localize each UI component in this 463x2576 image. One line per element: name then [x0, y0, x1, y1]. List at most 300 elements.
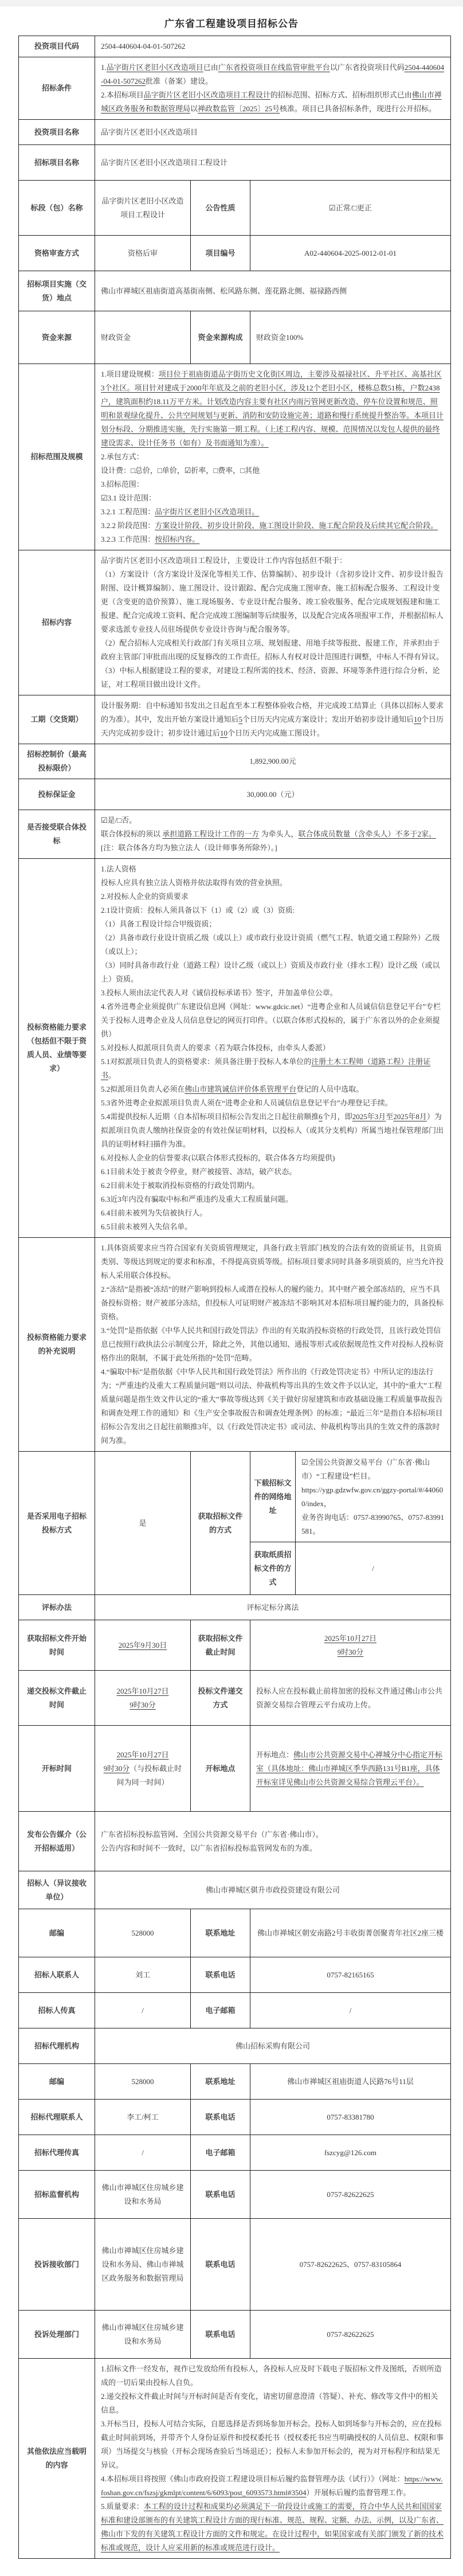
text-segment: 按招标内容。 [155, 535, 200, 544]
paragraph [101, 450, 445, 464]
row-label-tender-agency: 招标代理机构 [19, 2028, 95, 2064]
text-segment: 李工/柯工 [127, 2112, 159, 2121]
row-label-bid-opening: 开标时间 [19, 1726, 95, 1812]
value2-bid-opening [250, 1726, 451, 1812]
row-label-agency-contact: 招标代理联系人 [19, 2100, 95, 2135]
text-segment: 是 [139, 1518, 147, 1527]
text-segment: （与投标截止时间为同一时间） [116, 1764, 182, 1787]
text-segment: 1.法人资格 [101, 865, 136, 873]
text-segment: 2504-440604-04-01-507262 [101, 63, 445, 85]
text-segment: 核准。项目已具备招标条件，现进行公开招标。 [280, 104, 437, 113]
row-label2-tenderer-fax: 电子邮箱 [191, 1993, 250, 2028]
paragraph [101, 1220, 445, 1234]
table-row-construction-period [19, 695, 451, 744]
text-segment: 刘工 [135, 1970, 150, 1979]
table-row-funding-source [19, 311, 451, 364]
text-segment: 3.开标当日，投标人可结合实际，自愿选择是否到场参加开标会。投标人如到场参与开标会的，应在投标截止时间前到场，并带齐个人身份证原件和授权委托书（授权委托书应当明确授权的人员信息、权限和事项）当场提交与核验（开标会现场查验后当场退还）；投标人未参加开标会的，视为对开标程序和结果无异议。 [101, 2419, 444, 2469]
text-segment: 佛山市禅城区祖庙街道高基街南侧、松风路东侧、莲花路北侧、福禄路西侧 [101, 286, 347, 295]
value1-electronic-bidding [95, 1452, 191, 1595]
paragraph [101, 156, 445, 170]
text-segment: 528000 [131, 2077, 154, 2086]
text-segment: 已由 [203, 63, 218, 72]
paragraph [101, 814, 445, 827]
text-segment: 财政资金100% [256, 333, 304, 342]
text-segment: 3.2.1 工程范围： [101, 507, 155, 516]
text-segment: / [372, 1563, 374, 1573]
text-segment: 设计服务期：自中标通知书发出之日起直至本工程整体验收合格，并完成竣工结算止（具体以招标人要求的为准）。其中，发出开始方案设计通知后 [101, 701, 444, 724]
paragraph [101, 1883, 445, 1897]
text-segment: 3.投标人须由法定代表人对《诚信投标承诺书》签字，并加盖单位公章。 [101, 988, 338, 997]
table-row-tender-scope-and-scale [19, 364, 451, 550]
page-title: 广东省工程建设项目招标公告 [164, 18, 299, 29]
text-segment: 品字街片区老旧小区改造项目工程设计，主要设计工作内容包括但不限于： [101, 556, 347, 565]
text-segment: 4.“骗取中标”是指依据《中华人民共和国行政处罚法》所作出的《行政处罚决定书》中所认定的违法行为；“严重违约及重大工程质量问题”则以司法、仲裁机构等出具的生效文件予以认定，其中的“重大”工程质量问题是指生效文件认定的“重大”事故等级达到《关于做好房屋建筑和市政基础设施工程质量事故报告和调查处理工作的通知》和《生产安全事故报告和调查处理条例》的标准；“最近三年”是指自本招标项目招标公告发出之日起往前顺推3年，以《行政处罚决定书》或司法、仲裁机构等出具的生效文件的落款时间为准。 [101, 1367, 443, 1445]
paragraph [101, 1748, 185, 1762]
paragraph [256, 331, 445, 345]
paragraph [101, 40, 445, 53]
announcement-table [18, 36, 451, 2559]
table-row-bid-security [19, 779, 451, 810]
value2-bid-submission-deadline [250, 1671, 451, 1726]
value-bidder-qualification-requirements [95, 859, 451, 1238]
text-segment: [注：联合体各方均为独立法人（设计师事务所除外）。] [101, 843, 277, 852]
text-segment: 1,892,900.00元 [249, 757, 296, 765]
row-label-consortium-bidding: 是否接受联合体投标 [19, 810, 95, 859]
paragraph [101, 491, 445, 505]
value1-agency-contact [95, 2100, 191, 2135]
value1-agency-fax [95, 2135, 191, 2171]
text-segment: 2.本招标项目 [101, 91, 144, 99]
row-label2-agency-contact: 联系电话 [191, 2100, 250, 2135]
text-segment: / [142, 2148, 144, 2157]
text-segment: 个日历天内完成方案设计；发出开始初步设计通知后 [242, 715, 414, 724]
table-row-investment-project-code [19, 36, 451, 57]
paragraph [101, 1639, 185, 1652]
announcement-table-body [19, 36, 451, 2559]
value2-agency-fax [250, 2135, 451, 2171]
table-row-supervision-agency [19, 2171, 451, 2219]
paragraph [101, 1516, 185, 1530]
text-segment: 佛山市建筑诚信评价体系管理平台 [185, 1085, 297, 1093]
paragraph [256, 2075, 445, 2089]
paragraph [101, 986, 445, 1000]
paragraph [256, 201, 445, 215]
paragraph [101, 827, 445, 841]
table-row-investment-project-name [19, 120, 451, 145]
text-segment: 6.1目前未处于被责令停业，财产被接管、冻结，破产状态。 [101, 1167, 297, 1176]
table-row-tenderer-postcode [19, 1909, 451, 1957]
row-label-funding-source: 资金来源 [19, 311, 95, 364]
paragraph [101, 931, 445, 959]
paragraph [101, 1324, 445, 1365]
paragraph [101, 2181, 185, 2208]
paragraph [101, 1698, 185, 1712]
paragraph [101, 1151, 445, 1165]
text-segment: 个日历天内完成初步设计；初步设计通过后 [101, 715, 444, 737]
value-tender-content [95, 550, 451, 695]
row-label2-qualification-review-method: 项目编号 [191, 236, 250, 271]
paragraph [101, 2110, 185, 2124]
paragraph [256, 2110, 445, 2124]
text-segment: ☑是/□否。 [101, 816, 137, 824]
text-segment: 至 [386, 1112, 394, 1121]
text-segment: 5.1对拟派项目负责人的资格要求：须具备注册于投标人本单位的 [101, 1057, 312, 1066]
paragraph [101, 788, 445, 802]
table-row-tender-content [19, 550, 451, 695]
row-label-document-obtain-time: 获取招标文件开始时间 [19, 1620, 95, 1671]
row-label2-agency-postcode: 联系地址 [191, 2064, 250, 2100]
text-segment: 10 [414, 715, 422, 724]
text-segment: 5 [238, 715, 243, 724]
sub-value-paper-documents [296, 1542, 451, 1595]
text-segment: 品字街片区老旧小区改造项目。 [155, 507, 260, 516]
paragraph [101, 478, 445, 491]
paragraph [101, 959, 445, 986]
value1-supervision-agency [95, 2171, 191, 2219]
value2-tenderer-contact [250, 1957, 451, 1993]
paragraph [256, 2328, 445, 2342]
value-qualification-supplementary-notes [95, 1238, 451, 1452]
paragraph [101, 1206, 445, 1220]
value-investment-project-name [95, 120, 451, 145]
text-segment: 4.本招标项目将按照《佛山市政府投资工程建设项目标后履约监督管理办法（试行）》（网址： [101, 2475, 405, 2483]
text-segment: 6 [319, 1112, 323, 1121]
text-segment: 3.2.2 阶段范围： [101, 521, 155, 530]
text-segment: 2504-440604-04-01-507262 [101, 42, 186, 50]
text-segment: 5.4需提供投标人近期（自本招标项目招标公告发出之日起往前顺推 [101, 1112, 319, 1121]
text-segment: 2025年8月 [393, 1112, 427, 1121]
value-evaluation-method [95, 1595, 451, 1620]
value2-agency-postcode [250, 2064, 451, 2100]
text-segment: 5.2拟派项目负责人必须在 [101, 1085, 185, 1093]
text-segment: 公告内容和时间不一致时，以广东省招标投标监管网发布的为准。 [101, 1843, 317, 1852]
text-segment: 0757-82622625 [327, 2190, 374, 2199]
table-row-electronic-bidding [19, 1452, 451, 1542]
paragraph [256, 1632, 445, 1645]
paragraph [101, 2390, 445, 2417]
paragraph [101, 2039, 445, 2053]
row-label2-electronic-bidding: 获取招标文件的方式 [191, 1452, 250, 1595]
text-segment: 禅政数监管〔2025〕25号 [198, 104, 280, 113]
text-segment: （1）方案设计（含方案设计及深化等相关工作、估算编制）、初步设计（含初步设计文件、初步设计报告附图、设计概算编制）、施工图设计、设计跟踪、配合完成施工图审查、施工招标配合服务、工程设计变更（含变更的造价预算）、施工现场服务、专业设计配合服务、竣工验收服务、配合完成规划报建和施工报建、配合完成竣工资料、配合完成竣工图编制等后续服务，以及配合完成各项报审工作，并根据招标人要求选派专业技人员驻场提供专业设计咨询与配合服务等。 [101, 570, 444, 634]
paragraph [101, 505, 445, 519]
table-row-consortium-bidding [19, 810, 451, 859]
paragraph [101, 2362, 445, 2390]
paragraph [101, 1165, 445, 1179]
text-segment: 0757-82622625、0757-83105864 [299, 2260, 402, 2269]
paragraph [101, 1179, 445, 1193]
text-segment: 投标人应具有独立法人资格并依法取得有效的营业执照。 [101, 878, 288, 887]
paragraph [101, 2004, 185, 2018]
paragraph [101, 2472, 445, 2500]
table-row-bidder-qualification-requirements [19, 859, 451, 1238]
paragraph [101, 699, 445, 740]
value1-qualification-review-method [95, 236, 191, 271]
paragraph [101, 464, 445, 478]
paragraph [101, 1842, 445, 1855]
table-row-agency-postcode [19, 2064, 451, 2100]
text-segment: 1.招标文件一经发布，视作已发放给所有投标人，各投标人应及时下载电子版招标文件及图纸，否则所造成的一切后果由投标人自负。 [101, 2364, 442, 2387]
paragraph [101, 194, 185, 222]
text-segment: 6.对投标人企业的信誉要求(以联合体形式投标的，联合体各方均须提供) [101, 1154, 335, 1162]
table-row-qualification-review-method [19, 236, 451, 271]
row-label2-funding-source: 资金来源构成 [191, 311, 250, 364]
paragraph [256, 247, 445, 260]
row-label-qualification-review-method: 资格审查方式 [19, 236, 95, 271]
text-segment: https://www.foshan.gov.cn/fszsj/gkmlpt/content/6/6093/post_6093573.html#3504 [101, 2475, 443, 2497]
text-segment: （3）同时具备市政行业（道路工程）设计乙级（或以上）资质及市政行业（排水工程）设计乙级（或以上）资质。 [101, 961, 440, 983]
paragraph [101, 1926, 185, 1940]
row-label-investment-project-name: 投资项目名称 [19, 120, 95, 145]
value-tender-control-price [95, 744, 451, 779]
row-label2-agency-fax: 电子邮箱 [191, 2135, 250, 2171]
paragraph [256, 2146, 445, 2160]
text-segment: 6.5目前未被列入失信名单。 [101, 1222, 193, 1231]
text-segment: ☑3.1 设计范围： [101, 494, 156, 502]
table-row-agency-fax [19, 2135, 451, 2171]
paragraph [301, 1456, 445, 1483]
table-row-tender-agency [19, 2028, 451, 2064]
value1-complaint-handling [95, 2311, 191, 2359]
table-row-section-package-name [19, 181, 451, 236]
paragraph [101, 1283, 445, 1324]
paragraph [256, 1748, 445, 1789]
text-segment: 资格后审 [127, 248, 158, 257]
text-segment: 以广东省投资项目代码 [329, 63, 405, 72]
paragraph [101, 2321, 185, 2348]
text-segment: 佛山招标采购有限公司 [236, 2041, 311, 2050]
paragraph [101, 61, 445, 88]
text-segment: 方案设计阶段、初步设计阶段、施工图设计阶段、施工配合阶段及后续其它配合阶段。 [155, 521, 438, 530]
value2-funding-source [250, 311, 451, 364]
paragraph [301, 1511, 445, 1538]
row-label-tenderer: 招标人（异议接收单位） [19, 1871, 95, 1909]
text-segment: 2025年10月27日 [116, 1686, 169, 1695]
value1-bid-submission-deadline [95, 1671, 191, 1726]
value2-document-obtain-time [250, 1620, 451, 1671]
text-segment: 佛山市禅城区住房城乡建设和水务局、佛山市禅城区政务服务和数据管理局 [101, 2246, 184, 2282]
paragraph [101, 1110, 445, 1151]
text-segment: 3.招标范围： [101, 480, 144, 488]
value-consortium-bidding [95, 810, 451, 859]
paragraph [101, 88, 445, 116]
paragraph [256, 1645, 445, 1659]
text-segment: 佛山市禅城区祖庙街道人民路76号11层 [287, 2077, 414, 2086]
text-segment: 财政资金 [101, 333, 131, 342]
value1-complaint-receiving [95, 2219, 191, 2311]
text-segment: 3.2.3 工作范围： [101, 535, 155, 544]
paragraph [101, 284, 445, 298]
paragraph [256, 1684, 445, 1712]
text-segment: 联合体成员数量（含牵头人）不多于2家。 [298, 830, 437, 838]
paragraph [101, 2417, 445, 2472]
table-row-tender-project-name [19, 145, 451, 181]
text-segment: 2.1设计资质：投标人须具备以下（1）或（2）或（3）资质: [101, 906, 295, 914]
text-segment: ☑正常/□更正 [328, 203, 372, 212]
text-segment: 6.4目前未被列为失信被执行人。 [101, 1209, 207, 1217]
value1-bid-opening [95, 1726, 191, 1812]
text-segment: 设计费：□总价，□单价，☑折率，□费率，□其他 [101, 466, 260, 475]
row-label2-complaint-receiving: 联系电话 [191, 2219, 250, 2311]
paragraph [301, 1483, 445, 1511]
value-bid-security [95, 779, 451, 810]
row-label2-tenderer-contact: 联系电话 [191, 1957, 250, 1993]
table-row-tenderer [19, 1871, 451, 1909]
paragraph [101, 755, 445, 768]
text-segment: 1.具体资质要求应当符合国家有关资质管理规定，具备行政主管部门核发的合法有效的资质证书，且资质类别、等级达到规定的要求和标准，不得提高资质等级。招标项目要求同时具备多项资质的，应当允许投标人采用联合体投标。 [101, 1244, 444, 1280]
paragraph [101, 1684, 185, 1698]
paragraph [101, 2075, 185, 2089]
value1-tenderer-contact [95, 1957, 191, 1993]
text-segment: 3.“处罚”是指依据《中华人民共和国行政处罚法》作出的有关取消投标资格的行政处罚，且该行政处罚信息已按照行政执法公示制度公开，除此之外，其他以通知、通报等形式或依据规范性文件对投标人投标资格作出的限制，不属于此处所指的“处罚”范畴。 [101, 1326, 444, 1362]
row-label-qualification-supplementary-notes: 投标资格能力要求的补充说明 [19, 1238, 95, 1452]
paragraph [101, 1828, 445, 1842]
paragraph [101, 554, 445, 568]
text-segment: 登记的人员中选取。 [296, 1085, 364, 1093]
text-segment: 0757-82165165 [327, 1970, 374, 1979]
text-segment: 品字街片区老旧小区改造项目工程设计 [101, 196, 184, 219]
text-segment: 528000 [131, 1928, 154, 1937]
paragraph [101, 890, 445, 904]
text-segment: 品字街片区老旧小区改造项目 [101, 127, 198, 136]
row-label-tender-content: 招标内容 [19, 550, 95, 695]
paragraph [101, 2500, 445, 2555]
value-tender-scope-and-scale [95, 364, 451, 550]
paragraph [101, 2244, 185, 2285]
paragraph [101, 876, 445, 890]
text-segment: 佛山市公共资源交易中心禅城分中心指定开标室（具体地址：佛山市禅城区季华西路131号B1座，具体开标室详见佛山市公共资源交易综合管理云平台）。 [256, 1750, 443, 1787]
paragraph [101, 331, 185, 345]
row-label-project-location: 招标项目实施（交货）地点 [19, 271, 95, 311]
row-label-tender-scope-and-scale: 招标范围及规模 [19, 364, 95, 550]
text-segment: 广东省投资项目在线监管审批平台 [218, 63, 330, 72]
row-label-agency-fax: 招标代理传真 [19, 2135, 95, 2171]
value2-qualification-review-method [250, 236, 451, 271]
row-label-announcement-media: 发布公告媒介（公开招标适用） [19, 1812, 95, 1871]
value2-agency-contact [250, 2100, 451, 2135]
text-segment: 9时30分 [337, 1647, 364, 1656]
text-segment: 佛山市禅城区住房城乡建设和水务局 [101, 2183, 184, 2206]
value2-tenderer-fax [250, 1993, 451, 2028]
text-segment: 6.3近3年内没有骗取中标和严重违约及重大工程质量问题。 [101, 1195, 293, 1203]
value2-tenderer-postcode [250, 1909, 451, 1957]
table-row-tender-control-price [19, 744, 451, 779]
row-label-investment-project-code: 投资项目代码 [19, 36, 95, 57]
sub-label-download-address: 下载招标文件的网络地址 [250, 1452, 296, 1542]
text-segment: 9时30分 [103, 1764, 130, 1773]
table-row-agency-contact [19, 2100, 451, 2135]
row-label-tender-project-name: 招标项目名称 [19, 145, 95, 181]
table-row-project-location [19, 271, 451, 311]
row-label-bid-security: 投标保证金 [19, 779, 95, 810]
paragraph [101, 126, 445, 139]
row-label2-supervision-agency: 联系电话 [191, 2171, 250, 2219]
table-row-tender-conditions [19, 57, 451, 120]
value1-document-obtain-time [95, 1620, 191, 1671]
table-row-qualification-supplementary-notes [19, 1238, 451, 1452]
text-segment: ☑全国公共资源交易平台（广东省·佛山市）“工程建设”栏目。 [301, 1457, 430, 1480]
text-segment: 以 [190, 104, 198, 113]
paragraph [101, 1762, 185, 1789]
text-segment: 承担道路工程设计工作的一方 [162, 830, 260, 838]
paragraph [101, 1055, 445, 1082]
row-label2-complaint-handling: 联系电话 [191, 2311, 250, 2359]
paragraph [101, 917, 445, 931]
table-row-evaluation-method [19, 1595, 451, 1620]
table-row-tenderer-fax [19, 1993, 451, 2028]
value1-tenderer-fax [95, 1993, 191, 2028]
text-segment: 品字街片区老旧小区改造项目 [106, 63, 203, 72]
text-segment: 2.递交投标文件截止时间与开标时间是否有变化，请密切留意澄清（答疑）、补充、修改等文件中的相关信息。 [101, 2392, 438, 2414]
text-segment: ）开展标后履约监督管理工作。 [306, 2488, 411, 2497]
text-segment: 开标地点： [256, 1750, 294, 1759]
row-label-section-package-name: 标段（包）名称 [19, 181, 95, 236]
text-segment: fszcyg@126.com [324, 2148, 377, 2157]
paragraph [101, 1968, 185, 1982]
table-row-announcement-media [19, 1812, 451, 1871]
text-segment: 本工程的设计过程和成果均必须满足下一阶段设计或施工的需要，符合中华人民共和国国家标准和建设部颁布的有关建筑工程设计方面的现行标准、规范、规程、定额、办法、示例，以及广东省、佛山市下发的有关建筑工程设计方面的文件和规定。在设计过程中，如果国家或有关部门颁发了新的技术标准或规范，设计人应采用新的标准或规范进行设计。 [101, 2502, 444, 2552]
text-segment: 0757-82622625 [327, 2329, 374, 2339]
value2-complaint-handling [250, 2311, 451, 2359]
text-segment: （1）具备工程设计综合甲级资质； [101, 920, 217, 928]
text-segment: （2）配合招标人完成相关行政部门有关项目立项、规划报建、用地手续等报批、报建工作，并承担由于政府主管部门审批而出现的反复修改的工作责任。招标人有权对设计范围进行调整，中标人不得有异议。 [101, 639, 444, 661]
text-segment: A02-440604-2025-0012-01-01 [304, 248, 397, 257]
text-segment: / [349, 2006, 352, 2015]
sub-label-paper-documents: 获取纸质招标文件的方式 [250, 1542, 296, 1595]
text-segment: 评标定标分离法 [246, 1602, 299, 1612]
sub-value-download-address [296, 1452, 451, 1542]
table-row-bid-submission-deadline [19, 1671, 451, 1726]
text-segment: 2025年9月30日 [118, 1640, 167, 1649]
text-segment: 个月，即 [322, 1112, 352, 1121]
text-segment: 0757-83381780 [327, 2112, 374, 2121]
text-segment: / [142, 2006, 144, 2015]
paragraph [256, 2004, 445, 2018]
paragraph [101, 568, 445, 636]
text-segment: （3）中标人根据建设工程的要求，对建设工程所需的技术、经济、资源、环境等条件进行综合分析、论证，对工程项目做出设计文件。 [101, 666, 440, 689]
text-segment: 项目位于祖庙街道品字街历史文化街区周边，主要涉及福禄社区、升平社区、高基社区3个社区。项目针对建成于2000年年底及之前的老旧小区，涉及12个老旧小区，楼栋总数51栋，户数2438户，建筑面积约18.11万平方米。计划改造内容主要有社区内雨污管网更新改造、停车位设置和规范、照明和景观绿化提升、公共空间规划与更新、消防和安防设施完善；道路和慢行系统提升整治等。本项目计划分标段、分期推进实施，先行实施第一期工程。（上述工程内容、规模、范围情况以发包人提供的最终建设需求、设计任务书（如有）及书面通知为准）。 [101, 370, 444, 447]
text-segment: 2025年3月 [352, 1112, 386, 1121]
value1-funding-source [95, 311, 191, 364]
value1-agency-postcode [95, 2064, 191, 2100]
text-segment: 佛山市禅城区骐升市政投资建设有限公司 [206, 1885, 340, 1894]
text-segment: 的招标范围、招标方式、招标组织形式已由 [270, 91, 412, 99]
row-label-complaint-handling: 投诉处理部门 [19, 2311, 95, 2359]
text-segment: 个日历天内完成施工图设计。 [227, 729, 325, 737]
text-segment: 为牵头人， [259, 830, 299, 838]
paragraph [101, 1241, 445, 1283]
row-label-construction-period: 工期（交货期） [19, 695, 95, 744]
paragraph [101, 904, 445, 917]
paragraph [101, 841, 445, 855]
text-segment: 30,000.00（元） [246, 789, 299, 799]
text-segment: 2.对投标人企业的资质要求 [101, 892, 189, 901]
row-label-evaluation-method: 评标办法 [19, 1595, 95, 1620]
row-label-supervision-agency: 招标监督机构 [19, 2171, 95, 2219]
text-segment: 5.对投标人拟派项目负责人的要求（若为联合体投标，由牵头人委派） [101, 1043, 330, 1052]
row-label-bid-submission-deadline: 递交投标文件截止时间 [19, 1671, 95, 1726]
paragraph [101, 636, 445, 664]
value-investment-project-code [95, 36, 451, 57]
row-label-complaint-receiving: 投诉接收部门 [19, 2219, 95, 2311]
text-segment: 9时30分 [130, 1700, 156, 1709]
text-segment: 5.质量要求： [101, 2502, 144, 2511]
paragraph [101, 664, 445, 691]
row-label-other-required-content: 其他依法应当载明的内容 [19, 2359, 95, 2559]
row-label-agency-postcode: 邮编 [19, 2064, 95, 2100]
value2-complaint-receiving [250, 2219, 451, 2311]
paragraph [101, 1082, 445, 1096]
